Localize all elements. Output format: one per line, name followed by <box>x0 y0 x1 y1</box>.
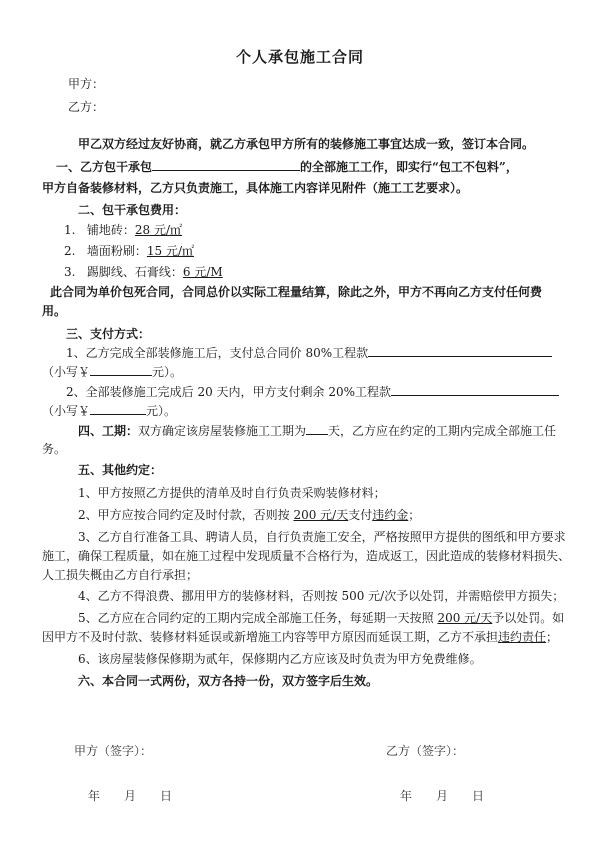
other-item-6: 6、该房屋装修保修期为贰年，保修期内乙方应该及时负责为甲方免费维修。 <box>78 652 482 666</box>
other-item-3-line-3: 人工损失概由乙方自行承担； <box>42 568 199 582</box>
section-1-line-2: 甲方自备装修材料，乙方只负责施工，具体施工内容详见附件（施工工艺要求）。 <box>42 181 469 195</box>
other-item-5-line-1 <box>78 610 564 626</box>
section-4-text-b: 天，乙方应在约定的工期内完成全部施工任 <box>328 424 557 438</box>
document-title: 个人承包施工合同 <box>235 48 364 66</box>
party-a-signature-label: 甲方（签字）： <box>74 744 153 758</box>
section-6: 六、本合同一式两份，双方各持一份，双方签字后生效。 <box>78 674 379 688</box>
other-item-2-rate: 200 元/天 <box>293 508 349 522</box>
section-1-line-1 <box>56 158 518 175</box>
payment-2-small-b: 元）。 <box>146 404 177 418</box>
payment-1-blank <box>368 344 552 357</box>
fee-item-1 <box>64 222 182 238</box>
fee-item-3 <box>64 264 223 280</box>
fee-item-2-num: 2. <box>64 244 76 258</box>
payment-1-small <box>42 363 182 380</box>
section-4-text-a: 双方确定该房屋装修施工工期为 <box>138 424 307 438</box>
other-item-5-a: 5、乙方应在合同约定的工期内完成全部施工任务，每延期一天按照 <box>78 611 438 625</box>
other-item-5-line-2 <box>42 629 558 645</box>
fee-item-2-value: 15 元/㎡ <box>146 244 195 258</box>
payment-2-small <box>42 402 176 419</box>
other-item-2-a: 2、甲方应按合同约定及时付款，否则按 <box>78 508 294 522</box>
other-item-4: 4、乙方不得浪费、挪用甲方的装修材料，否则按 500 元/次予以处罚，并需赔偿甲方损失； <box>78 589 565 603</box>
fee-item-2 <box>64 243 194 259</box>
fee-item-3-label: 踢脚线、石膏线： <box>86 265 183 279</box>
other-item-3-line-1: 3、乙方自行准备工具、聘请人员，自行负责施工安全，严格按照甲方提供的图纸和甲方要求 <box>78 530 566 544</box>
payment-2-small-blank <box>90 402 146 415</box>
other-item-5-rate: 200 元/天 <box>437 611 493 625</box>
payment-2-small-a: （小写￥ <box>42 404 91 418</box>
fee-item-1-num: 1. <box>64 223 76 237</box>
fee-item-3-num: 3. <box>64 265 76 279</box>
fee-note-line-1: 此合同为单价包死合同，合同总价以实际工程量结算，除此之外，甲方不再向乙方支付任何费 <box>50 285 543 299</box>
section-2-heading: 二、包干承包费用： <box>78 203 187 217</box>
other-item-1: 1、甲方按照乙方提供的清单及时自行负责采购装修材料； <box>78 486 386 500</box>
other-item-2 <box>78 507 420 523</box>
intro-paragraph: 甲乙双方经过友好协商，就乙方承包甲方所有的装修施工事宜达成一致，签订本合同。 <box>78 137 535 151</box>
payment-2-blank <box>391 383 559 396</box>
payment-2 <box>66 383 559 400</box>
fee-item-2-label: 墙面粉刷： <box>86 244 147 258</box>
party-a-date: 年 月 日 <box>88 789 173 803</box>
fee-item-1-value: 28 元/㎡ <box>134 223 183 237</box>
section-1-text-b: 的全部施工工作，即实行“包工不包料”， <box>300 160 518 174</box>
section-3-heading: 三、支付方式： <box>66 327 151 341</box>
payment-1-small-a: （小写￥ <box>42 365 91 379</box>
other-item-5-c: 予以处罚。如 <box>492 611 565 625</box>
payment-1 <box>66 344 552 361</box>
other-item-2-penalty: 违约金 <box>372 508 409 522</box>
party-a-label: 甲方： <box>68 77 105 91</box>
fee-item-1-label: 铺地砖： <box>86 223 135 237</box>
section-1-scope-blank <box>152 158 300 171</box>
payment-2-text: 2、全部装修施工完成后 20 天内，甲方支付剩余 20%工程款 <box>66 385 392 399</box>
other-item-5-liability: 违约责任 <box>498 630 547 644</box>
other-item-2-c: 支付 <box>348 508 373 522</box>
section-4-line-2: 务。 <box>42 442 67 456</box>
section-5-heading: 五、其他约定： <box>78 463 163 477</box>
section-4-days-blank <box>306 422 328 435</box>
payment-1-text: 1、乙方完成全部装修施工后，支付总合同价 80%工程款 <box>66 346 369 360</box>
party-b-signature-label: 乙方（签字）： <box>386 744 465 758</box>
fee-item-3-value: 6 元/M <box>182 265 223 279</box>
other-item-5-d: 因甲方不及时付款、装修材料延误或新增施工内容等甲方原因而延误工期，乙方不承担 <box>42 630 499 644</box>
section-4-heading: 四、工期： <box>78 424 139 438</box>
other-item-3-line-2: 施工，确保工程质量，如在施工过程中发现质量不合格行为，造成返工，因此造成的装修材料损失、 <box>42 549 571 563</box>
payment-1-small-b: 元）。 <box>152 365 183 379</box>
other-item-2-e: ； <box>408 508 421 522</box>
payment-1-small-blank <box>90 363 152 376</box>
fee-note-line-2: 用。 <box>42 304 67 318</box>
section-1-text-a: 一、乙方包干承包 <box>56 160 153 174</box>
party-b-label: 乙方： <box>68 100 105 114</box>
section-4-line-1 <box>78 422 556 439</box>
other-item-5-f: ； <box>546 630 559 644</box>
party-b-date: 年 月 日 <box>400 789 485 803</box>
